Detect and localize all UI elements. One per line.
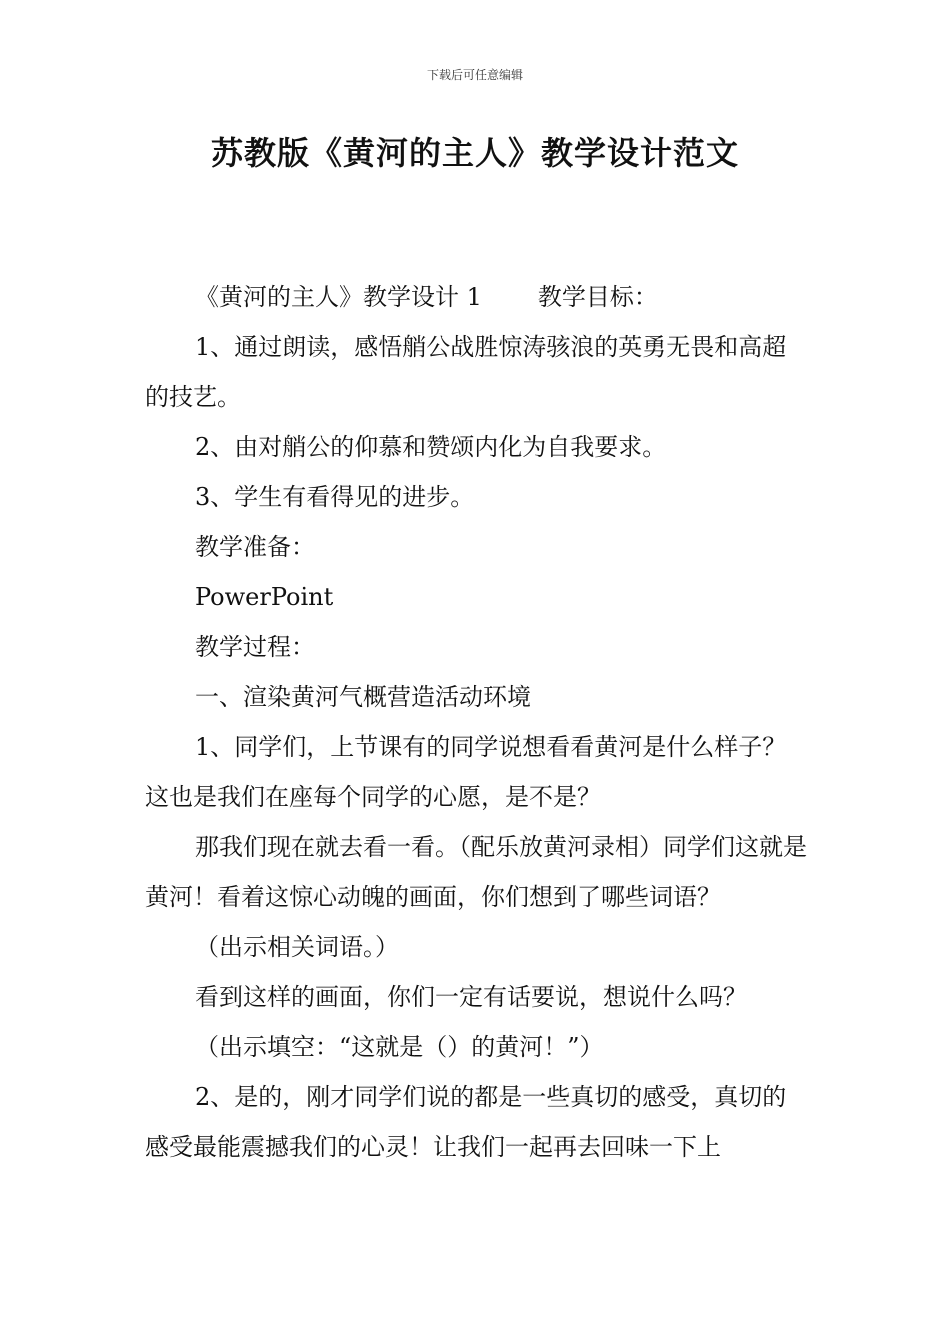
paragraph-5: 教学准备： <box>195 533 315 561</box>
paragraph-13: （出示填空：“这就是（）的黄河！”） <box>195 1033 604 1061</box>
paragraph-1 <box>145 272 810 322</box>
paragraph-4: 3、学生有看得见的进步。 <box>195 483 475 511</box>
paragraph-12: 看到这样的画面，你们一定有话要说，想说什么吗？ <box>195 983 747 1011</box>
paragraph-6: PowerPoint <box>195 583 334 611</box>
paragraph-9: 1、同学们，上节课有的同学说想看看黄河是什么样子？这也是我们在座每个同学的心愿，是不是？ <box>145 733 787 811</box>
header-note: 下载后可任意编辑 <box>426 68 523 82</box>
paragraph-10: 那我们现在就去看一看。（配乐放黄河录相）同学们这就是黄河！看着这惊心动魄的画面，你们想到了哪些词语？ <box>145 833 807 911</box>
document-title: 苏教版《黄河的主人》教学设计范文 <box>210 134 739 172</box>
paragraph-11: （出示相关词语。） <box>195 933 399 961</box>
paragraph-8: 一、渲染黄河气概营造活动环境 <box>195 683 531 711</box>
document-body <box>145 272 810 1172</box>
paragraph-2: 1、通过朗读，感悟艄公战胜惊涛骇浪的英勇无畏和高超的技艺。 <box>145 333 787 411</box>
design-heading: 《黄河的主人》教学设计 1 <box>195 283 482 311</box>
paragraph-7: 教学过程： <box>195 633 315 661</box>
paragraph-14: 2、是的，刚才同学们说的都是一些真切的感受，真切的感受最能震撼我们的心灵！让我们一起再去回味一下上 <box>145 1083 787 1161</box>
paragraph-3: 2、由对艄公的仰慕和赞颂内化为自我要求。 <box>195 433 667 461</box>
objectives-heading: 教学目标： <box>537 283 658 311</box>
